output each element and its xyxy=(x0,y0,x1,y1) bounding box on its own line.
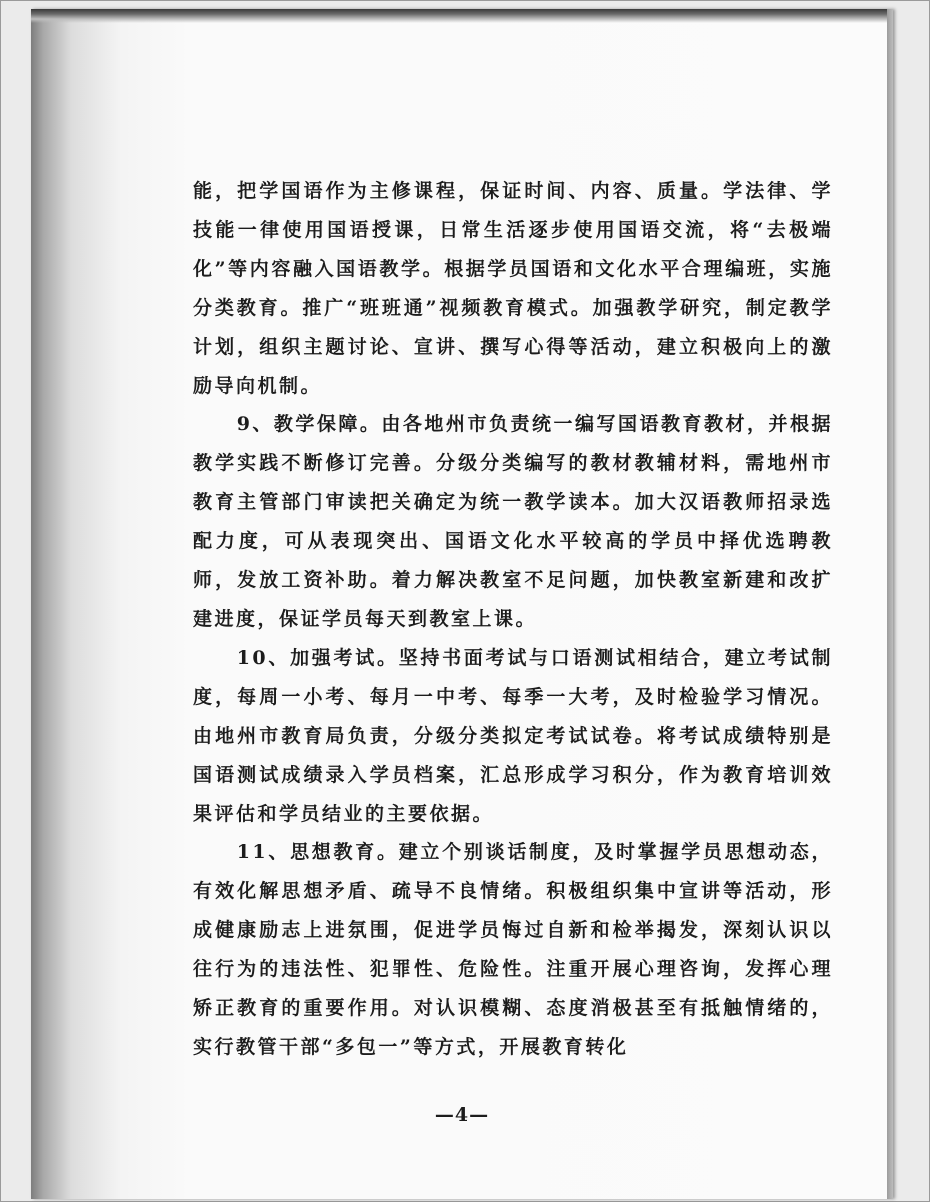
scanned-page xyxy=(31,9,893,1199)
paragraph-exams: 10、加强考试。坚持书面考试与口语测试相结合，建立考试制度，每周一小考、每月一中考、每季一大考，及时检验学习情况。由地州市教育局负责，分级分类拟定考试试卷。将考试成绩特别是国语测试成绩录入学员档案，汇总形成学习积分，作为教育培训效果评估和学员结业的主要依据。 xyxy=(193,646,833,825)
body-text xyxy=(193,172,833,1067)
page-edge-shadow xyxy=(887,9,893,1199)
paragraph-teaching-support: 9、教学保障。由各地州市负责统一编写国语教育教材，并根据教学实践不断修订完善。分级分类编写的教材教辅材料，需地州市教育主管部门审读把关确定为统一教学读本。加大汉语教师招录选配力度，可从表现突出、国语文化水平较高的学员中择优选聘教师，发放工资补助。着力解决教室不足问题，加快教室新建和改扩建进度，保证学员每天到教室上课。 xyxy=(193,413,833,630)
paragraph-continued: 能，把学国语作为主修课程，保证时间、内容、质量。学法律、学技能一律使用国语授课，日常生活逐步使用国语交流，将“去极端化”等内容融入国语教学。根据学员国语和文化水平合理编班，实施分类教育。推广“班班通”视频教育模式。加强教学研究，制定教学计划，组织主题讨论、宣讲、撰写心得等活动，建立积极向上的激励导向机制。 xyxy=(193,180,833,397)
scan-shadow-top xyxy=(31,9,893,23)
paragraph-ideological-education: 11、思想教育。建立个别谈话制度，及时掌握学员思想动态，有效化解思想矛盾、疏导不良情绪。积极组织集中宣讲等活动，形成健康励志上进氛围，促进学员悔过自新和检举揭发，深刻认识以往行为的违法性、犯罪性、危险性。注重开展心理咨询，发挥心理矫正教育的重要作用。对认识模糊、态度消极甚至有抵触情绪的，实行教管干部“多包一”等方式，开展教育转化 xyxy=(193,841,833,1058)
page-number: —4— xyxy=(434,1104,490,1126)
